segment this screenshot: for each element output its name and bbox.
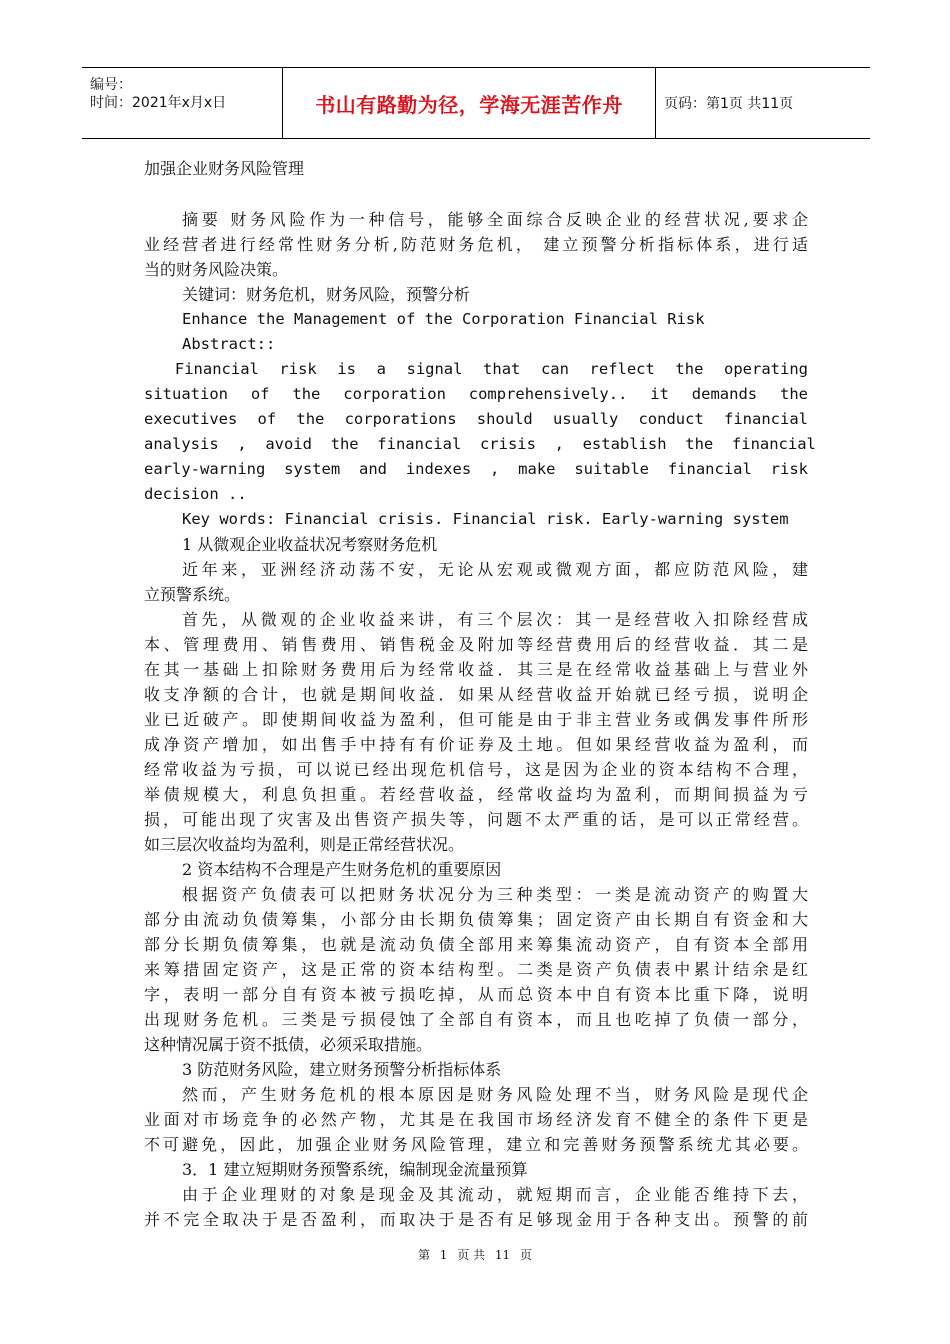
paragraph-line: 出现财务危机。三类是亏损侵蚀了全部自有资本，而且也吃掉了负债一部分， <box>144 1010 808 1029</box>
header-number-label: 编号： <box>90 77 132 93</box>
paragraph-line: 业已近破产。即使期间收益为盈利，但可能是由于非主营业务或偶发事件所形 <box>144 710 808 729</box>
english-abstract-line: decision .. <box>144 485 247 503</box>
header-meta <box>82 68 283 138</box>
paragraph-line: 如三层次收益均为盈利，则是正常经营状况。 <box>144 835 465 854</box>
english-abstract-line: early-warning system and indexes , make suitable financial risk <box>144 460 808 478</box>
header-page-label: 页码：第1页 共11页 <box>664 96 794 112</box>
footer-page-number: 1 <box>439 1248 448 1262</box>
paragraph-line: 首先，从微观的企业收益来讲，有三个层次：其一是经营收入扣除经营成 <box>182 610 808 629</box>
paragraph-line: 业面对市场竞争的必然产物，尤其是在我国市场经济发育不健全的条件下更是 <box>144 1110 808 1129</box>
abstract-line: 当的财务风险决策。 <box>144 260 289 279</box>
paragraph-line: 收支净额的合计，也就是期间收益．如果从经营收益开始就已经亏损，说明企 <box>144 685 808 704</box>
paragraph-line: 部分长期负债筹集，也就是流动负债全部用来筹集流动资产，自有资本全部用 <box>144 935 808 954</box>
header-date-label: 时间：2021年x月x日 <box>90 95 227 111</box>
paragraph-line: 并不完全取决于是否盈利，而取决于是否有足够现金用于各种支出。预警的前 <box>144 1210 808 1229</box>
paragraph-line: 在其一基础上扣除财务费用后为经常收益．其三是在经常收益基础上与营业外 <box>144 660 808 679</box>
abstract-line: 业经营者进行经常性财务分析,防范财务危机， 建立预警分析指标体系，进行适 <box>144 235 808 254</box>
english-abstract-line: executives of the corporations should usually conduct financial <box>144 410 808 428</box>
paragraph-line: 近年来，亚洲经济动荡不安，无论从宏观或微观方面，都应防范风险，建 <box>182 560 808 579</box>
paragraph-line: 举债规模大，利息负担重。若经营收益，经常收益均为盈利，而期间损益为亏 <box>144 785 808 804</box>
english-abstract-line: Financial risk is a signal that can reflect the operating <box>144 360 808 378</box>
page-footer <box>0 1246 950 1263</box>
paragraph-line: 本、管理费用、销售费用、销售税金及附加等经营费用后的经营收益．其二是 <box>144 635 808 654</box>
english-abstract-line: analysis , avoid the financial crisis , establish the financial <box>144 435 816 453</box>
paragraph-line: 立预警系统。 <box>144 585 241 604</box>
footer-page-prefix: 第 <box>417 1248 430 1262</box>
english-abstract-line: situation of the corporation comprehensively.. it demands the <box>144 385 808 403</box>
header-motto-cell <box>283 68 656 138</box>
paragraph-line: 损，可能出现了灾害及出售资产损失等，问题不太严重的话，是可以正常经营。 <box>144 810 808 829</box>
paragraph-line: 部分由流动负债筹集，小部分由长期负债筹集；固定资产由长期自有资金和大 <box>144 910 808 929</box>
section-heading-2: 2 资本结构不合理是产生财务危机的重要原因 <box>182 860 502 879</box>
paragraph-line: 不可避免，因此，加强企业财务风险管理，建立和完善财务预警系统尤其必要。 <box>144 1135 808 1154</box>
section-heading-3: 3 防范财务风险，建立财务预警分析指标体系 <box>182 1060 502 1079</box>
header-motto: 书山有路勤为径，学海无涯苦作舟 <box>315 92 623 117</box>
paragraph-line: 字，表明一部分自有资本被亏损吃掉，从而总资本中自有资本比重下降，说明 <box>144 985 808 1004</box>
keywords-line: 关键词：财务危机，财务风险，预警分析 <box>182 285 471 304</box>
footer-page-mid: 页 共 <box>457 1248 486 1262</box>
footer-page-total: 11 <box>494 1248 511 1262</box>
paragraph-line: 来筹措固定资产，这是正常的资本结构型。二类是资产负债表中累计结余是红 <box>144 960 808 979</box>
paragraph-line: 成净资产增加，如出售手中持有有价证券及土地。但如果经营收益为盈利，而 <box>144 735 808 754</box>
english-title: Enhance the Management of the Corporation Financial Risk <box>182 310 705 328</box>
paragraph-line: 根据资产负债表可以把财务状况分为三种类型：一类是流动资产的购置大 <box>182 885 808 904</box>
section-heading-1: 1 从微观企业收益状况考察财务危机 <box>182 535 438 554</box>
paragraph-line: 然而，产生财务危机的根本原因是财务风险处理不当，财务风险是现代企 <box>182 1085 808 1104</box>
paragraph-line: 经常收益为亏损，可以说已经出现危机信号，这是因为企业的资本结构不合理， <box>144 760 808 779</box>
paragraph-line: 这种情况属于资不抵债，必须采取措施。 <box>144 1035 433 1054</box>
english-keywords: Key words: Financial crisis. Financial risk. Early-warning system <box>182 510 789 528</box>
section-heading-3-1: 3．1 建立短期财务预警系统，编制现金流量预算 <box>182 1160 528 1179</box>
footer-page-suffix: 页 <box>520 1248 533 1262</box>
document-title: 加强企业财务风险管理 <box>144 159 305 178</box>
page-header <box>82 67 870 139</box>
abstract-heading: Abstract:: <box>182 335 276 353</box>
paragraph-line: 由于企业理财的对象是现金及其流动，就短期而言，企业能否维持下去， <box>182 1185 808 1204</box>
abstract-line: 摘要 财务风险作为一种信号，能够全面综合反映企业的经营状况,要求企 <box>182 210 808 229</box>
